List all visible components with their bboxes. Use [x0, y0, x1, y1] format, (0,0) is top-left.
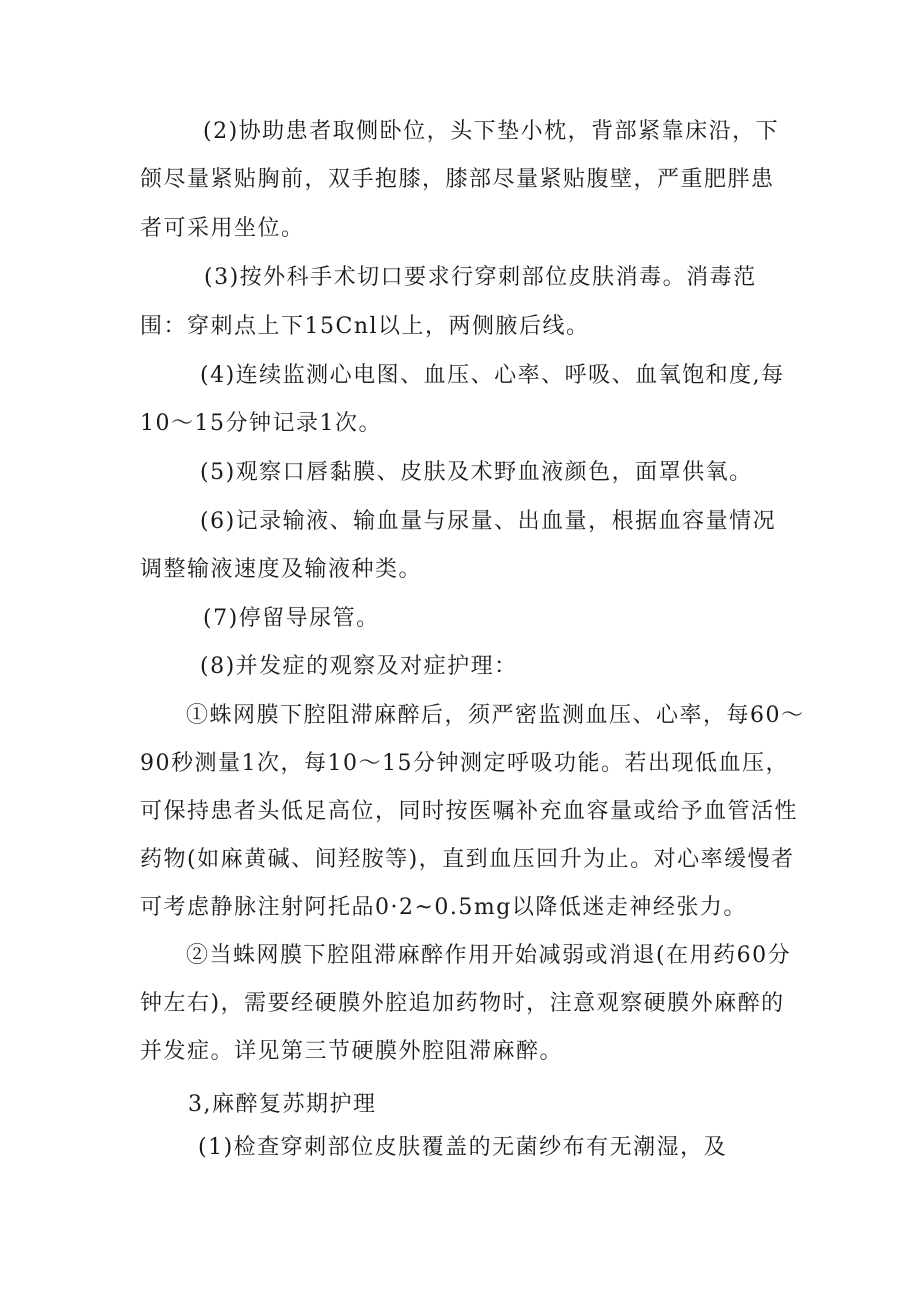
text-line: (2)协助患者取侧卧位，头下垫小枕，背部紧靠床沿，下: [203, 119, 780, 144]
text-line: 者可采用坐位。: [140, 216, 305, 241]
text-line: 并发症。详见第三节硬膜外腔阻滞麻醉。: [140, 1039, 564, 1064]
text-line: 10～15分钟记录1次。: [140, 411, 382, 436]
text-line: 颌尽量紧贴胸前，双手抱膝，膝部尽量紧贴腹壁，严重肥胖患: [140, 167, 775, 192]
text-line: 可考虑静脉注射阿托品0·2~0.5mg以降低迷走神经张力。: [140, 895, 747, 920]
text-line: (4)连续监测心电图、血压、心率、呼吸、血氧饱和度,每: [200, 363, 785, 388]
text-line: (1)检查穿刺部位皮肤覆盖的无菌纱布有无潮湿，及: [198, 1135, 728, 1160]
text-line: 药物(如麻黄碱、间羟胺等)，直到血压回升为止。对心率缓慢者: [140, 847, 795, 872]
text-line: ①蛛网膜下腔阻滞麻醉后，须严密监测血压、心率，每60～: [186, 703, 805, 728]
text-line: ②当蛛网膜下腔阻滞麻醉作用开始减弱或消退(在用药60分: [186, 943, 792, 968]
text-line: 90秒测量1次，每10～15分钟测定呼吸功能。若出现低血压，: [140, 751, 789, 776]
text-line: (5)观察口唇黏膜、皮肤及术野血液颜色，面罩供氧。: [200, 460, 753, 485]
text-line: (8)并发症的观察及对症护理：: [200, 654, 518, 679]
text-line: 钟左右)，需要经硬膜外腔追加药物时，注意观察硬膜外麻醉的: [140, 991, 785, 1016]
text-line: 调整输液速度及输液种类。: [140, 557, 423, 582]
section-heading: 3,麻醉复苏期护理: [188, 1092, 377, 1117]
text-line: (6)记录输液、输血量与尿量、出血量，根据血容量情况: [200, 509, 777, 534]
text-line: (3)按外科手术切口要求行穿刺部位皮肤消毒。消毒范: [204, 265, 757, 290]
text-line: 围：穿刺点上下15Cnl以上，两侧腋后线。: [140, 314, 590, 339]
text-line: (7)停留导尿管。: [203, 606, 380, 631]
text-line: 可保持患者头低足高位，同时按医嘱补充血容量或给予血管活性: [140, 799, 799, 824]
